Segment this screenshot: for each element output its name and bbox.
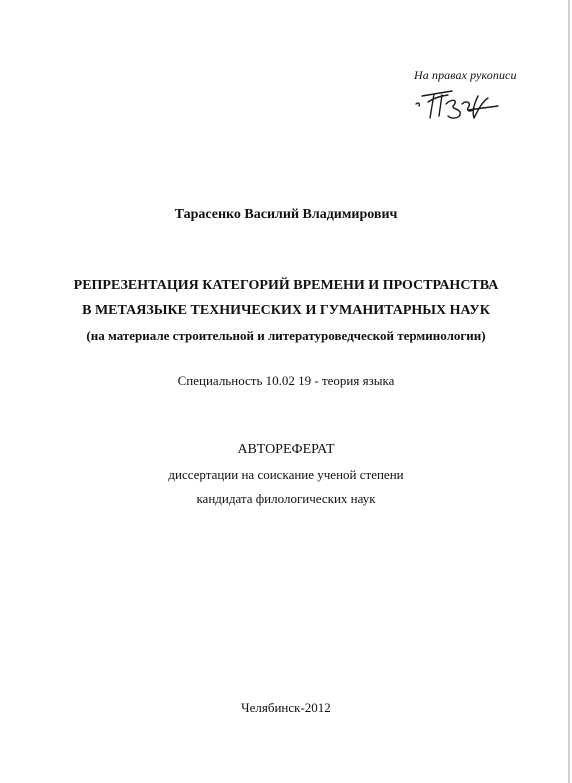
handwritten-signature [408,74,504,124]
degree-purpose-line-2: кандидата филологических наук [196,491,376,506]
dissertation-subtitle: (на материале строительной и литературоведческой терминологии) [86,328,486,343]
degree-purpose-line-1: диссертации на соискание ученой степени [168,467,404,482]
place-and-year: Челябинск-2012 [241,700,331,715]
dissertation-title-line-2: В МЕТАЯЗЫКЕ ТЕХНИЧЕСКИХ И ГУМАНИТАРНЫХ НАУК [82,303,490,318]
document-type-heading: АВТОРЕФЕРАТ [237,442,335,457]
specialty-line: Специальность 10.02 19 - теория языка [177,373,395,388]
manuscript-rights-note: На правах рукописи [414,68,517,82]
dissertation-title-line-1: РЕПРЕЗЕНТАЦИЯ КАТЕГОРИЙ ВРЕМЕНИ И ПРОСТРАНСТВА [73,278,499,293]
page-edge-shadow [568,0,570,783]
author-name: Тарасенко Василий Владимирович [174,207,398,222]
